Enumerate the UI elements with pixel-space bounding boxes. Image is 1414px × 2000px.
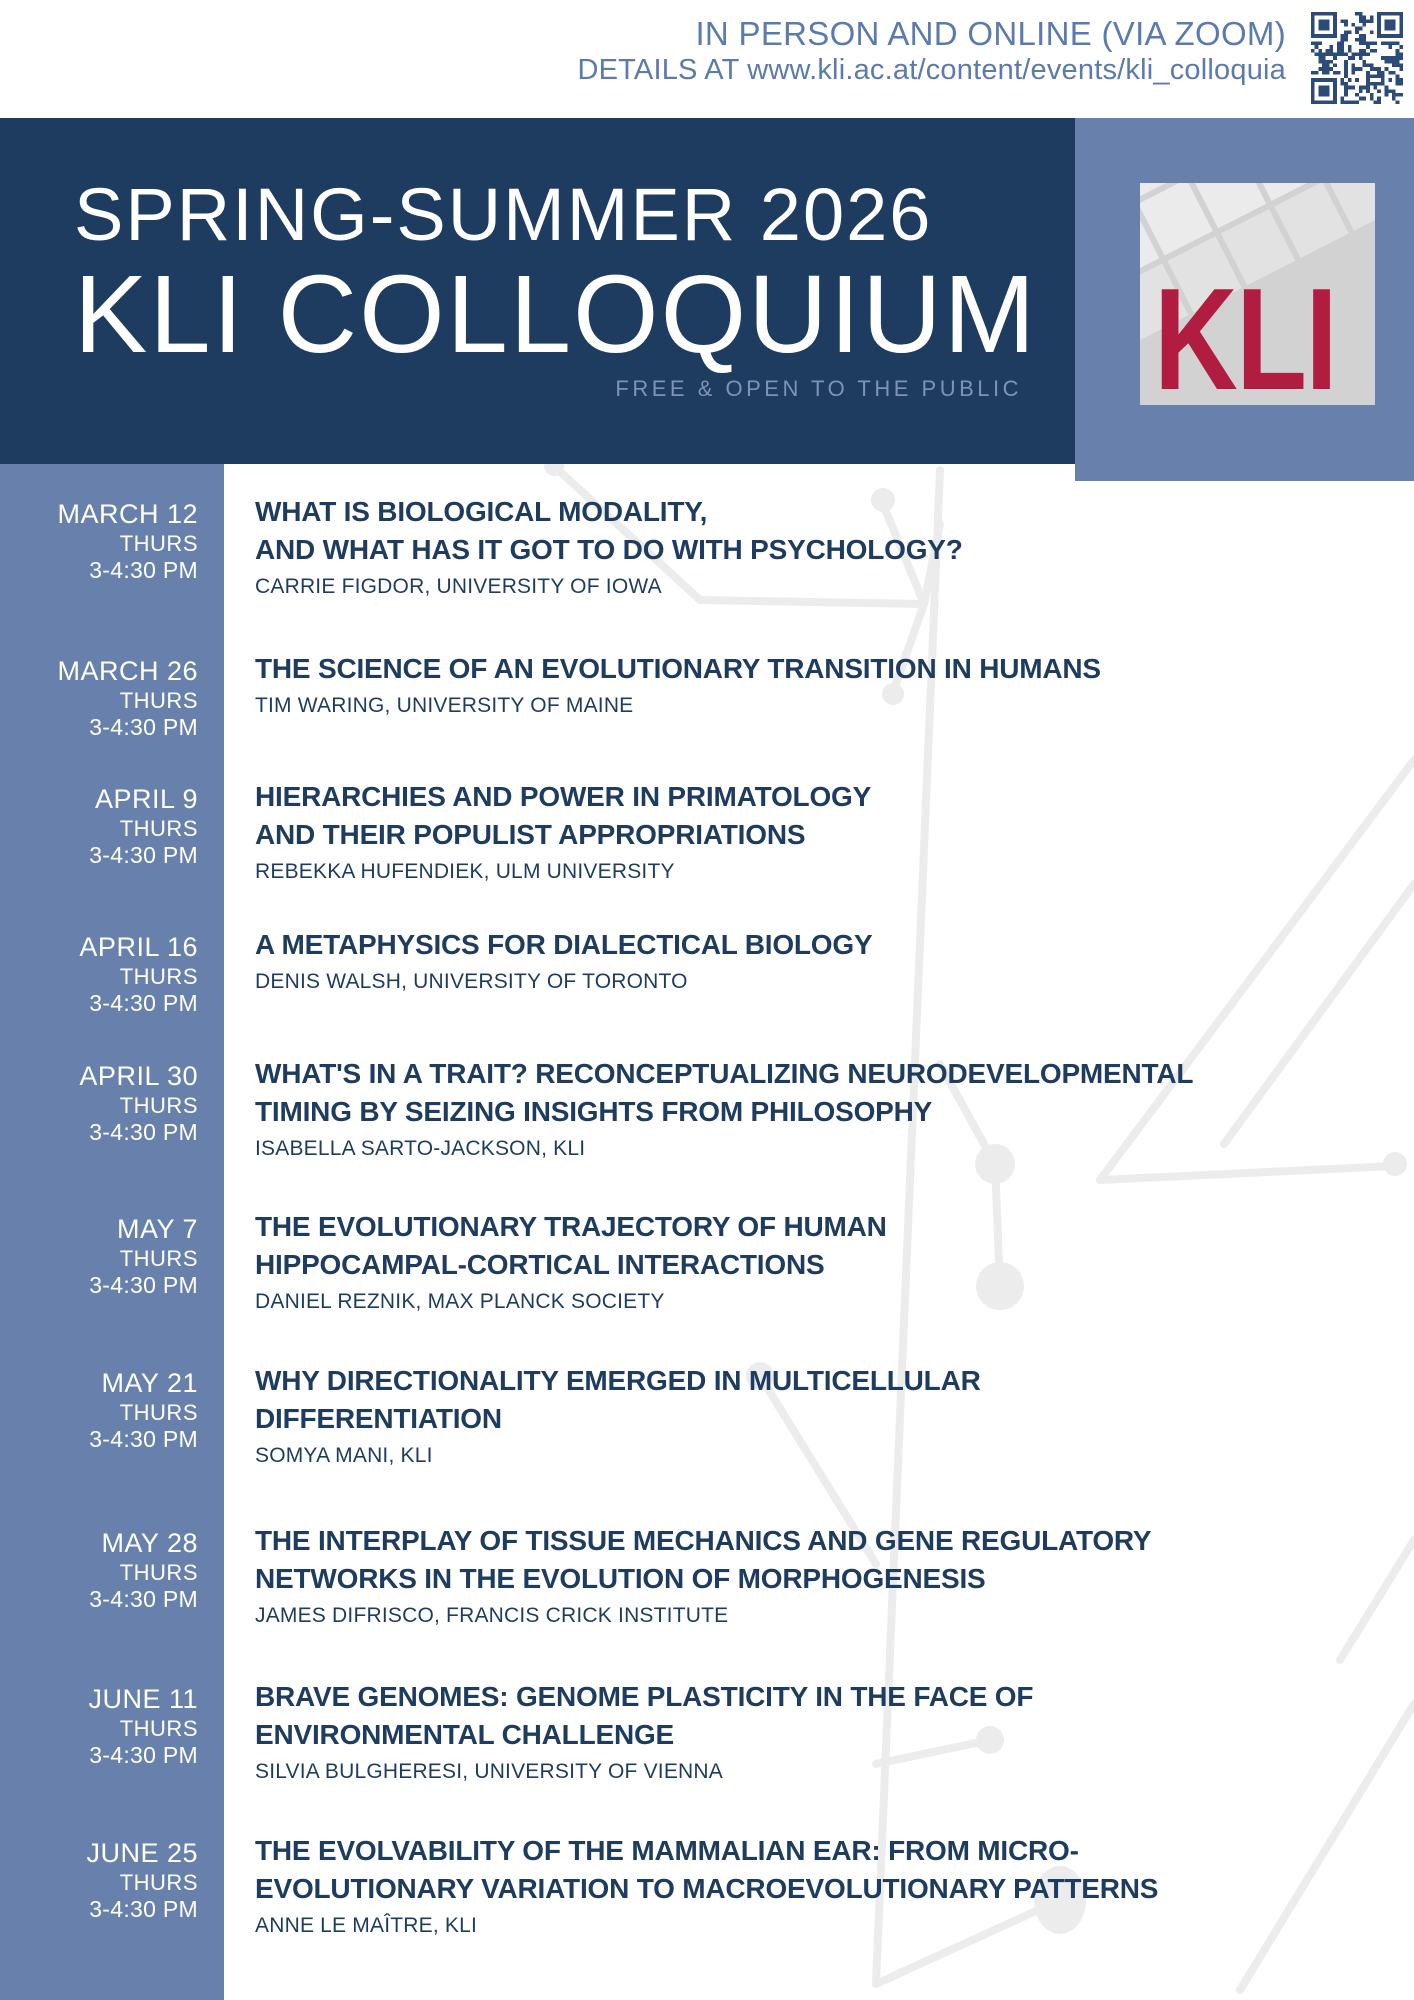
event-info — [224, 1055, 1193, 1162]
talk-speaker: DENIS WALSH, UNIVERSITY OF TORONTO — [255, 970, 688, 993]
schedule-row — [0, 778, 1414, 885]
event-time: 3-4:30 PM — [89, 1742, 198, 1768]
talk-title: THE SCIENCE OF AN EVOLUTIONARY TRANSITION IN HUMANS — [255, 653, 1101, 684]
event-date: JUNE 25 — [86, 1838, 198, 1868]
event-time: 3-4:30 PM — [89, 990, 198, 1016]
event-day: THURS — [119, 964, 198, 989]
talk-title: WHAT IS BIOLOGICAL MODALITY, AND WHAT HAS IT GOT TO DO WITH PSYCHOLOGY? — [255, 496, 963, 565]
season-heading: SPRING-SUMMER 2026 — [74, 173, 933, 256]
event-date-block — [0, 1362, 224, 1453]
qr-code — [1311, 12, 1403, 104]
event-time: 3-4:30 PM — [89, 1272, 198, 1298]
event-time: 3-4:30 PM — [89, 842, 198, 868]
event-date: APRIL 9 — [94, 784, 198, 814]
event-date-block — [0, 778, 224, 869]
event-info — [224, 1362, 981, 1469]
event-date-block — [0, 1678, 224, 1769]
talk-speaker: CARRIE FIGDOR, UNIVERSITY OF IOWA — [255, 575, 662, 598]
attendance-mode-text: IN PERSON AND ONLINE (VIA ZOOM) — [695, 15, 1286, 52]
poster-title: KLI COLLOQUIUM — [74, 253, 1038, 376]
schedule-row — [0, 1522, 1414, 1629]
event-date: MAY 7 — [116, 1214, 198, 1244]
event-info — [224, 926, 872, 995]
event-date-block — [0, 1055, 224, 1146]
talk-title: BRAVE GENOMES: GENOME PLASTICITY IN THE FACE OF ENVIRONMENTAL CHALLENGE — [255, 1681, 1034, 1750]
event-day: THURS — [119, 688, 198, 713]
event-time: 3-4:30 PM — [89, 714, 198, 740]
free-open-subtitle: FREE & OPEN TO THE PUBLIC — [615, 376, 1022, 401]
event-date: APRIL 30 — [79, 1061, 198, 1091]
talk-speaker: DANIEL REZNIK, MAX PLANCK SOCIETY — [255, 1290, 665, 1313]
event-day: THURS — [119, 1560, 198, 1585]
event-day: THURS — [119, 1870, 198, 1895]
top-bar — [0, 0, 1414, 118]
talk-speaker: SOMYA MANI, KLI — [255, 1444, 433, 1467]
event-date: MARCH 26 — [57, 656, 198, 686]
schedule-row — [0, 650, 1414, 741]
talk-speaker: SILVIA BULGHERESI, UNIVERSITY OF VIENNA — [255, 1760, 723, 1783]
event-info — [224, 1832, 1158, 1939]
event-time: 3-4:30 PM — [89, 557, 198, 583]
event-date: MAY 21 — [101, 1368, 198, 1398]
details-url-text: DETAILS AT www.kli.ac.at/content/events/kli_colloquia — [577, 54, 1286, 86]
top-bar-text — [577, 14, 1286, 87]
event-date: JUNE 11 — [88, 1684, 198, 1714]
event-info — [224, 1678, 1033, 1785]
event-date: MAY 28 — [101, 1528, 198, 1558]
schedule-row — [0, 1832, 1414, 1939]
talk-title: WHAT'S IN A TRAIT? RECONCEPTUALIZING NEURODEVELOPMENTAL TIMING BY SEIZING INSIGHTS FROM PHILOSOPHY — [255, 1058, 1194, 1127]
kli-logo-text: KLI — [1154, 257, 1337, 405]
event-date-block — [0, 926, 224, 1017]
talk-speaker: REBEKKA HUFENDIEK, ULM UNIVERSITY — [255, 860, 675, 883]
event-day: THURS — [119, 1716, 198, 1741]
event-date-block — [0, 1208, 224, 1299]
event-date: APRIL 16 — [79, 932, 198, 962]
talk-speaker: JAMES DIFRISCO, FRANCIS CRICK INSTITUTE — [255, 1604, 729, 1627]
event-day: THURS — [119, 816, 198, 841]
talk-title: THE EVOLVABILITY OF THE MAMMALIAN EAR: FROM MICRO- EVOLUTIONARY VARIATION TO MACROEVOLUTIONARY PATTERNS — [255, 1835, 1159, 1904]
schedule-row — [0, 493, 1414, 600]
event-info — [224, 650, 1101, 719]
event-info — [224, 493, 963, 600]
event-day: THURS — [119, 1400, 198, 1425]
event-date-block — [0, 493, 224, 584]
talk-speaker: ISABELLA SARTO-JACKSON, KLI — [255, 1137, 586, 1160]
talk-speaker: ANNE LE MAÎTRE, KLI — [255, 1914, 478, 1937]
event-info — [224, 778, 871, 885]
event-date-block — [0, 1522, 224, 1613]
event-time: 3-4:30 PM — [89, 1896, 198, 1922]
event-date: MARCH 12 — [57, 499, 198, 529]
schedule-row — [0, 926, 1414, 1017]
schedule-row — [0, 1055, 1414, 1162]
qr-code-image — [1311, 12, 1403, 104]
event-date-block — [0, 1832, 224, 1923]
talk-title: THE EVOLUTIONARY TRAJECTORY OF HUMAN HIPPOCAMPAL-CORTICAL INTERACTIONS — [255, 1211, 887, 1280]
talk-speaker: TIM WARING, UNIVERSITY OF MAINE — [255, 694, 634, 717]
event-time: 3-4:30 PM — [89, 1586, 198, 1612]
event-time: 3-4:30 PM — [89, 1426, 198, 1452]
event-date-block — [0, 650, 224, 741]
kli-logo — [1140, 183, 1375, 405]
event-day: THURS — [119, 531, 198, 556]
kli-logo-image — [1140, 183, 1375, 405]
event-info — [224, 1522, 1151, 1629]
talk-title: A METAPHYSICS FOR DIALECTICAL BIOLOGY — [255, 929, 873, 960]
event-day: THURS — [119, 1246, 198, 1271]
title-banner — [0, 118, 1075, 464]
event-time: 3-4:30 PM — [89, 1119, 198, 1145]
event-day: THURS — [119, 1093, 198, 1118]
talk-title: WHY DIRECTIONALITY EMERGED IN MULTICELLULAR DIFFERENTIATION — [255, 1365, 981, 1434]
talk-title: HIERARCHIES AND POWER IN PRIMATOLOGY AND THEIR POPULIST APPROPRIATIONS — [255, 781, 872, 850]
schedule-row — [0, 1362, 1414, 1469]
banner-right-panel — [1075, 118, 1414, 481]
event-info — [224, 1208, 887, 1315]
talk-title: THE INTERPLAY OF TISSUE MECHANICS AND GENE REGULATORY NETWORKS IN THE EVOLUTION OF MORPHOGENESIS — [255, 1525, 1152, 1594]
schedule-row — [0, 1678, 1414, 1785]
schedule-row — [0, 1208, 1414, 1315]
